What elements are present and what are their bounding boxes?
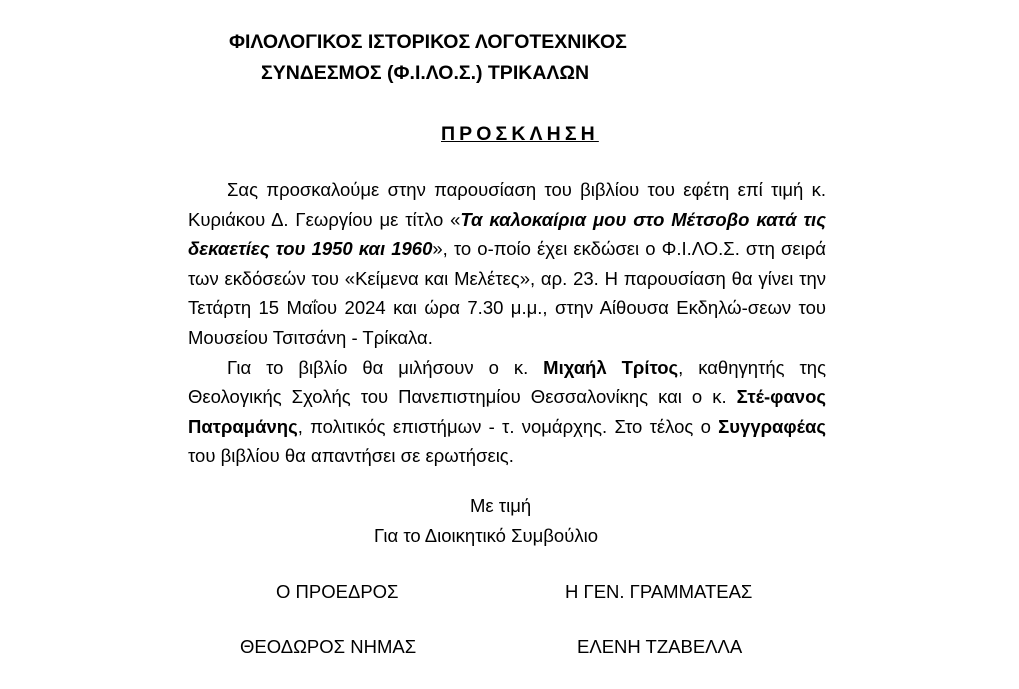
organization-name-line2: ΣΥΝΔΕΣΜΟΣ (Φ.Ι.ΛΟ.Σ.) ΤΡΙΚΑΛΩΝ bbox=[261, 62, 590, 84]
document-title: ΠΡΟΣΚΛΗΣΗ bbox=[441, 123, 599, 145]
paragraph-event bbox=[188, 175, 826, 353]
speaker-1-name: Μιχαήλ Τρίτος bbox=[543, 356, 679, 378]
paragraph-speakers bbox=[188, 353, 826, 471]
paragraph-event-text-a: Σας προσκαλούμε στην παρουσίαση του βιβλίου του εφέτη επί τιμή κ. Κυριάκου Δ. Γεωργίου με τίτλο « bbox=[188, 179, 826, 230]
closing-regards: Με τιμή bbox=[470, 495, 532, 516]
paragraph-speakers-text-a: Για το βιβλίο θα μιλήσουν ο κ. bbox=[227, 356, 544, 378]
president-name: ΘΕΟΔΩΡΟΣ ΝΗΜΑΣ bbox=[240, 636, 417, 657]
paragraph-speakers-text-d: του βιβλίου θα απαντήσει σε ερωτήσεις. bbox=[188, 445, 514, 467]
organization-name-line1: ΦΙΛΟΛΟΓΙΚΟΣ ΙΣΤΟΡΙΚΟΣ ΛΟΓΟΤΕΧΝΙΚΟΣ bbox=[229, 31, 627, 53]
paragraph-speakers-text-c: , πολιτικός επιστήμων - τ. νομάρχης. Στο τέλος ο bbox=[297, 415, 719, 437]
secretary-role: Η ΓΕΝ. ΓΡΑΜΜΑΤΕΑΣ bbox=[565, 581, 753, 602]
paragraph-speakers-text-b: , καθηγητής της Θεολογικής Σχολής του Πανεπιστημίου Θεσσαλονίκης και ο κ. bbox=[188, 356, 827, 408]
president-role: Ο ΠΡΟΕΔΡΟΣ bbox=[276, 581, 399, 602]
secretary-name: ΕΛΕΝΗ ΤΖΑΒΕΛΛΑ bbox=[577, 636, 743, 657]
speaker-2-name: Στέ-φανος Πατραμάνης bbox=[188, 386, 826, 437]
book-title: Τα καλοκαίρια μου στο Μέτσοβο κατά τις δεκαετίες του 1950 και 1960 bbox=[188, 208, 826, 260]
paragraph-event-text-b: », το ο-ποίο έχει εκδώσει ο Φ.Ι.ΛΟ.Σ. στη σειρά των εκδόσεών του «Κείμενα και Μελέτες», αρ. 23. Η παρουσίαση θα γίνει την Τετάρτη 15 Μαΐου 2024 και ώρα 7.30 μ.μ., στην Αίθουσα Εκδηλώ-σεων του Μουσείου Τσιτσάνη - Τρίκαλα. bbox=[188, 238, 826, 348]
invitation-body bbox=[188, 175, 826, 471]
author-word: Συγγραφέας bbox=[718, 415, 826, 437]
closing-board: Για το Διοικητικό Συμβούλιο bbox=[374, 525, 598, 546]
